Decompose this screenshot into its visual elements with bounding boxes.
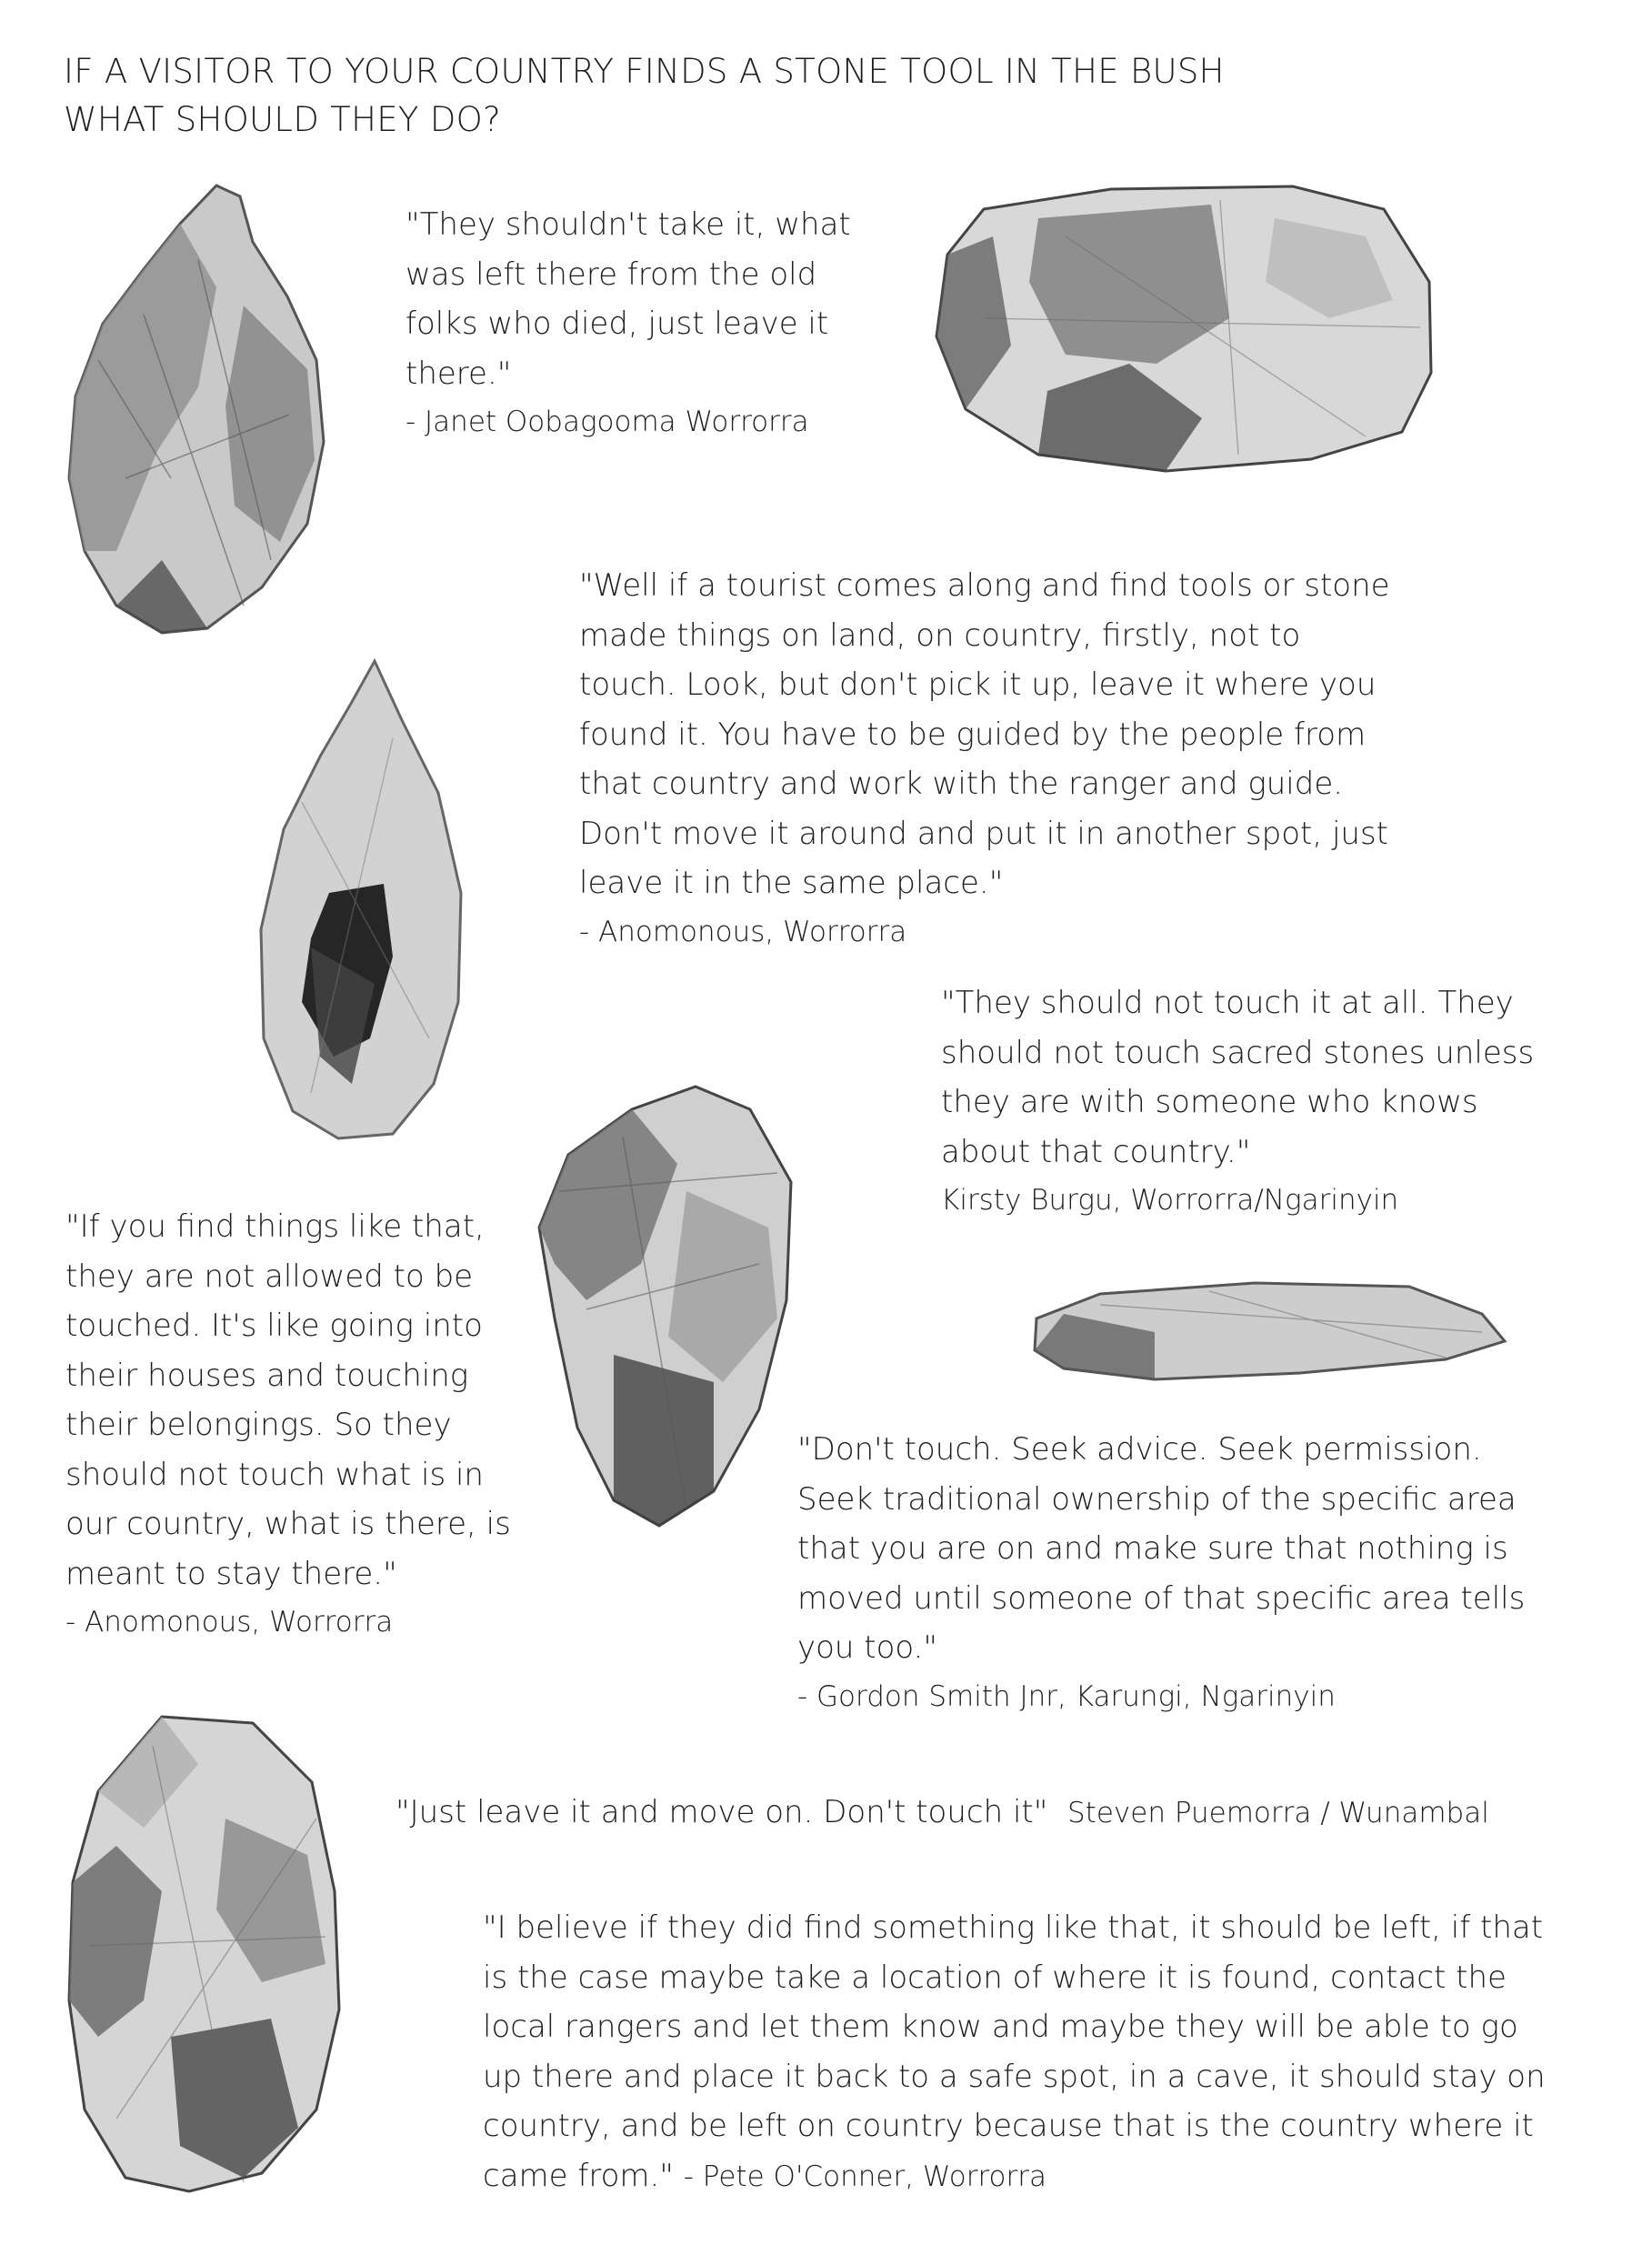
quote-gordon [797, 1425, 1543, 1720]
stone-tool-illustration-2 [929, 182, 1438, 473]
quote-attribution: - Anomonous, Worrorra [65, 1606, 394, 1639]
quote-pete [483, 1903, 1556, 2200]
quote-janet [405, 200, 851, 446]
quote-text: "They shouldn't take it, what was left there from the old folks who died, just leave it there." [405, 206, 851, 392]
quote-anomonous-1 [579, 561, 1397, 956]
quote-attribution: - Janet Oobagooma Worrorra [405, 406, 809, 438]
quote-text: "Don't touch. Seek advice. Seek permission. Seek traditional ownership of the specific area that you are on and make sure that nothing is moved until someone of that specific area tells you too." [797, 1431, 1526, 1666]
quote-attribution: Steven Puemorra / Wunambal [1067, 1797, 1489, 1829]
quote-attribution: - Gordon Smith Jnr, Karungi, Ngarinyin [797, 1679, 1336, 1713]
stone-tool-illustration-3 [256, 656, 464, 1140]
page-heading [64, 47, 1427, 144]
quote-steven [395, 1788, 1596, 1838]
quote-text: "Just leave it and move on. Don't touch it" [395, 1794, 1048, 1830]
quote-text: "They should not touch it at all. They should not touch sacred stones unless they are with someone who knows about that country." [941, 985, 1535, 1170]
stone-tool-illustration-6 [62, 1709, 344, 2196]
quote-text: "If you find things like that, they are not allowed to be touched. It's like going into their houses and touching their belongings. So they should not touch what is in our country, what is there, is meant to stay there." [65, 1208, 511, 1592]
quote-attribution: - Anomonous, Worrorra [579, 915, 907, 948]
quote-kirsty [941, 978, 1559, 1224]
quote-anomonous-2 [65, 1202, 520, 1646]
heading-line-1: IF A VISITOR TO YOUR COUNTRY FINDS A STONE TOOL IN THE BUSH [64, 52, 1225, 91]
stone-tool-illustration-1 [62, 178, 325, 637]
stone-tool-illustration-4 [532, 1082, 796, 1528]
stone-tool-illustration-5 [1027, 1278, 1507, 1382]
heading-line-2: WHAT SHOULD THEY DO? [64, 100, 502, 139]
quote-attribution: - Pete O'Conner, Worrorra [683, 2160, 1046, 2193]
quote-attribution: Kirsty Burgu, Worrorra/Ngarinyin [941, 1184, 1399, 1217]
quote-text: "I believe if they did find something like that, it should be left, if that is the case maybe take a location of where it is found, contact the local rangers and let them know and maybe they will be able to go up there and place it back to a safe spot, in a cave, it should stay on country, and be left on country because that is the country where it came from." - Pete O'Conner, Worrorra [483, 1909, 1546, 2194]
quote-text: "Well if a tourist comes along and find tools or stone made things on land, on country, firstly, not to touch. Look, but don't pick it up, leave it where you found it. You have to be guided by the people from that country and work with the ranger and guide. Don't move it around and put it in another spot, just leave it in the same place." [579, 567, 1390, 901]
